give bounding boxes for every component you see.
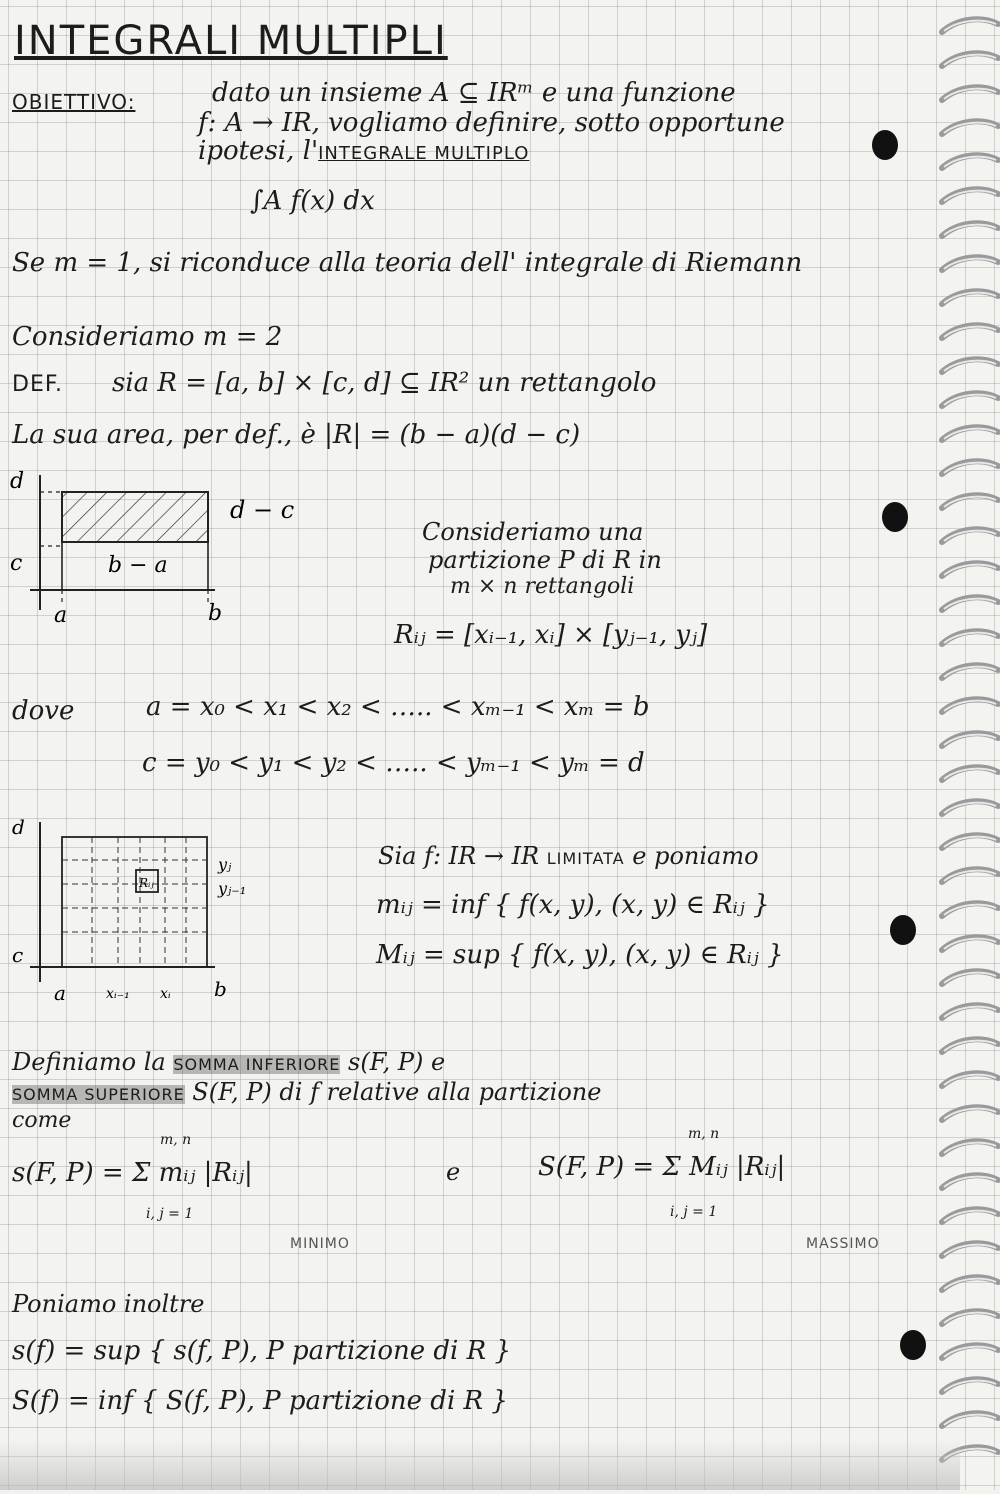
fig2-label-a: a xyxy=(54,981,66,1005)
page-title: INTEGRALI MULTIPLI xyxy=(14,18,448,64)
upper-sum-lower-index: i, j = 1 xyxy=(670,1204,718,1220)
inoltre-line: Poniamo inoltre xyxy=(12,1290,205,1318)
fig1-label-b: b xyxy=(208,601,223,626)
x-partition-line: a = x₀ < x₁ < x₂ < ….. < xₘ₋₁ < xₘ = b xyxy=(146,692,650,722)
fig2-label-yj: yⱼ xyxy=(218,855,232,874)
punch-hole xyxy=(890,915,916,945)
upper-sum-upper-index: m, n xyxy=(688,1126,720,1142)
area-line: La sua area, per def., è |R| = (b − a)(d − c) xyxy=(12,420,581,450)
objective-line-2: f: A → IR, vogliamo definire, sotto opportune xyxy=(198,108,785,138)
upper-sum-formula: S(F, P) = Σ Mᵢⱼ |Rᵢⱼ| xyxy=(538,1152,786,1182)
y-partition-line: c = y₀ < y₁ < y₂ < ….. < yₘ₋₁ < yₘ = d xyxy=(142,748,645,778)
dove-label: dove xyxy=(12,696,75,726)
fig1-label-d: d xyxy=(10,469,25,494)
spiral-binding xyxy=(938,0,1000,1490)
fig2-label-d: d xyxy=(12,815,25,839)
sums-line-1: Definiamo la SOMMA INFERIORE s(F, P) e xyxy=(12,1048,446,1076)
upper-integral: S(f) = inf { S(f, P), P partizione di R } xyxy=(12,1386,508,1416)
fig1-label-b-minus-a: b − a xyxy=(108,553,168,578)
integral-formula: ∫A f(x) dx xyxy=(250,186,375,216)
fig2-label-xi-1: xᵢ₋₁ xyxy=(106,986,130,1002)
fig2-label-b: b xyxy=(214,977,227,1001)
fig1-label-d-minus-c: d − c xyxy=(230,496,295,524)
sums-line-2: SOMMA SUPERIORE S(F, P) di f relative alla partizione xyxy=(12,1078,602,1106)
fig1-label-c: c xyxy=(10,551,23,576)
objective-line-1: dato un insieme A ⊆ IRᵐ e una funzione xyxy=(212,78,736,108)
riemann-line: Se m = 1, si riconduce alla teoria dell' integrale di Riemann xyxy=(12,248,803,278)
punch-hole xyxy=(900,1330,926,1360)
sup-definition: Mᵢⱼ = sup { f(x, y), (x, y) ∈ Rᵢⱼ } xyxy=(376,940,784,970)
partition-grid-figure xyxy=(0,812,300,1008)
inf-definition: mᵢⱼ = inf { f(x, y), (x, y) ∈ Rᵢⱼ } xyxy=(376,890,770,920)
fig2-label-yj-1: yⱼ₋₁ xyxy=(218,879,247,898)
objective-line-3: ipotesi, l'INTEGRALE MULTIPLO xyxy=(198,136,530,166)
def-label: DEF. xyxy=(12,372,63,397)
hatched-strip xyxy=(62,492,208,542)
massimo-note: MASSIMO xyxy=(806,1236,880,1252)
fig2-label-rij: Rᵢⱼ xyxy=(139,876,154,890)
fig1-label-a: a xyxy=(54,603,68,628)
lower-sum-formula: s(F, P) = Σ mᵢⱼ |Rᵢⱼ| xyxy=(12,1158,253,1188)
fig2-label-xi: xᵢ xyxy=(160,986,171,1002)
def-text: sia R = [a, b] × [c, d] ⊆ IR² un rettangolo xyxy=(112,368,657,398)
minimo-note: MINIMO xyxy=(290,1236,350,1252)
conjunction-e: e xyxy=(446,1158,461,1186)
rectangle-figure xyxy=(0,460,360,630)
punch-hole xyxy=(882,502,908,532)
bottom-shadow xyxy=(0,1440,960,1490)
lower-sum-upper-index: m, n xyxy=(160,1132,192,1148)
lower-sum-lower-index: i, j = 1 xyxy=(146,1206,194,1222)
partition-line-3: m × n rettangoli xyxy=(450,574,635,599)
objective-label: OBIETTIVO: xyxy=(12,90,136,114)
lower-integral: s(f) = sup { s(f, P), P partizione di R } xyxy=(12,1336,512,1366)
partition-line-2: partizione P di R in xyxy=(428,546,662,574)
consider-m2: Consideriamo m = 2 xyxy=(12,322,283,352)
sums-line-3: come xyxy=(12,1108,72,1133)
partition-line-1: Consideriamo una xyxy=(422,518,644,546)
fig2-label-c: c xyxy=(12,943,24,967)
bounded-line: Sia f: IR → IR LIMITATA e poniamo xyxy=(378,842,759,870)
partition-formula: Rᵢⱼ = [xᵢ₋₁, xᵢ] × [yⱼ₋₁, yⱼ] xyxy=(394,620,708,650)
punch-hole xyxy=(872,130,898,160)
